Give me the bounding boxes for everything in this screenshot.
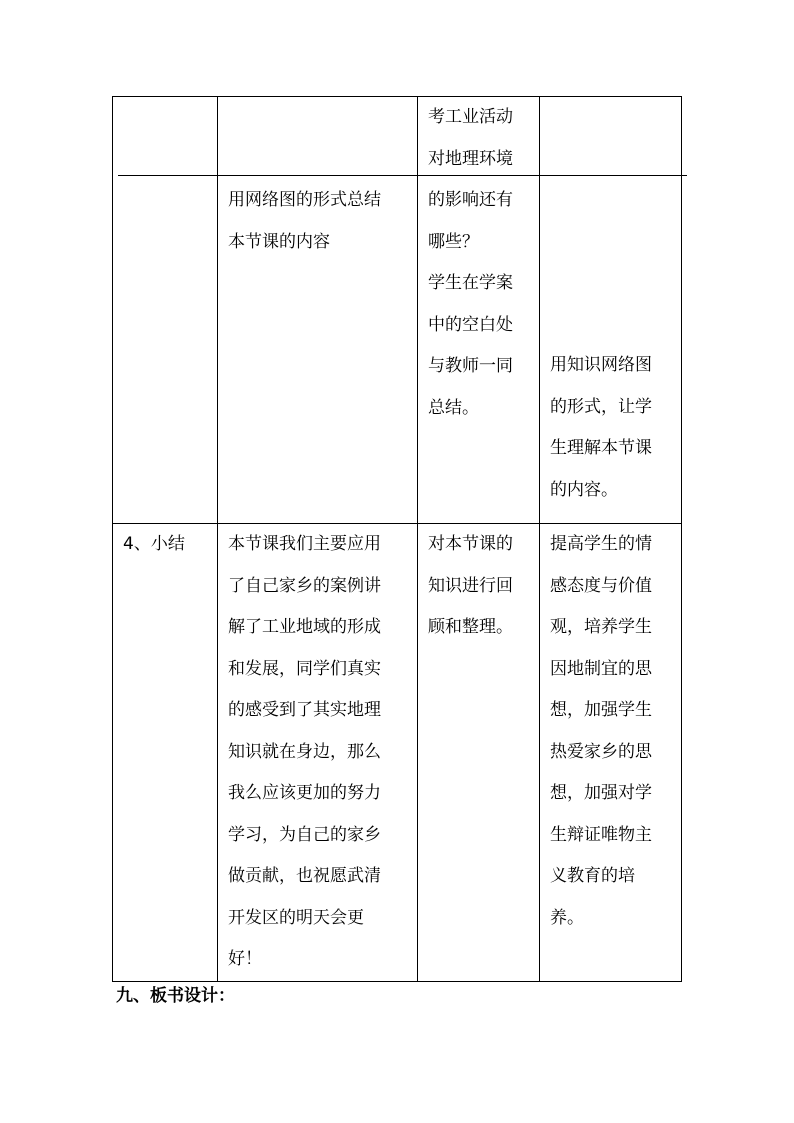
text-line: 想，加强对学 — [550, 783, 652, 803]
text-line: 对本节课的 — [428, 534, 513, 554]
student-activity-cell — [418, 97, 540, 524]
text-line: 总结。 — [428, 397, 479, 418]
text-line: 顾和整理。 — [428, 617, 513, 637]
text-line: 用网络图的形式总结 — [228, 190, 381, 210]
teacher-activity-cell — [218, 524, 418, 982]
text-line: 学生在学案 — [428, 273, 513, 293]
text-line: 热爱家乡的思 — [550, 741, 652, 762]
table-row — [113, 524, 682, 982]
text-line: 提高学生的情 — [550, 534, 652, 554]
text-line: 感态度与价值 — [550, 575, 652, 596]
text-line: 生理解本节课 — [550, 438, 652, 458]
text-line: 知识就在身边，那么 — [228, 741, 381, 762]
text-line: 开发区的明天会更 — [228, 907, 364, 928]
stage-cell — [113, 524, 218, 982]
text-line: 义教育的培 — [550, 866, 635, 886]
text-line: 生辩证唯物主 — [550, 824, 652, 845]
text-line: 本节课的内容 — [228, 231, 330, 252]
table-row — [113, 97, 682, 524]
text-line: 本节课我们主要应用 — [228, 534, 381, 554]
text-line: 的影响还有 — [428, 190, 513, 210]
student-activity-cell — [418, 524, 540, 982]
text-line: 好！ — [228, 949, 262, 969]
text-line: 的形式，让学 — [550, 396, 652, 417]
stage-cell — [113, 97, 218, 524]
design-intent-cell — [540, 97, 682, 524]
text-line: 对地理环境 — [428, 148, 513, 169]
text-line: 了自己家乡的案例讲 — [228, 575, 381, 596]
text-line: 中的空白处 — [428, 314, 513, 335]
text-line: 因地制宜的思 — [550, 658, 652, 679]
text-line: 的内容。 — [550, 479, 618, 500]
text-line: 我么应该更加的努力 — [228, 783, 381, 803]
text-line: 考工业活动 — [428, 107, 513, 127]
text-line: 与教师一同 — [428, 356, 513, 376]
lesson-plan-table — [112, 96, 682, 982]
text-line: 学习，为自己的家乡 — [228, 824, 381, 845]
cell-spacer — [550, 97, 673, 345]
text-line: 养。 — [550, 907, 584, 928]
design-intent-cell — [540, 524, 682, 982]
text-line: 观，培养学生 — [550, 617, 652, 637]
text-line: 用知识网络图 — [550, 355, 652, 375]
text-line: 知识进行回 — [428, 575, 513, 596]
text-line: 和发展，同学们真实 — [228, 658, 381, 679]
page-break-line — [118, 175, 687, 176]
text-line: 解了工业地域的形成 — [228, 617, 381, 637]
cell-spacer — [228, 97, 409, 180]
text-line: 做贡献，也祝愿武清 — [228, 866, 381, 886]
text-line: 想，加强学生 — [550, 700, 652, 720]
text-line: 的感受到了其实地理 — [228, 700, 381, 720]
stage-label: 4、小结 — [123, 534, 185, 554]
section-title: 九、板书设计： — [116, 986, 235, 1006]
text-line: 哪些？ — [428, 231, 479, 252]
teacher-activity-cell — [218, 97, 418, 524]
